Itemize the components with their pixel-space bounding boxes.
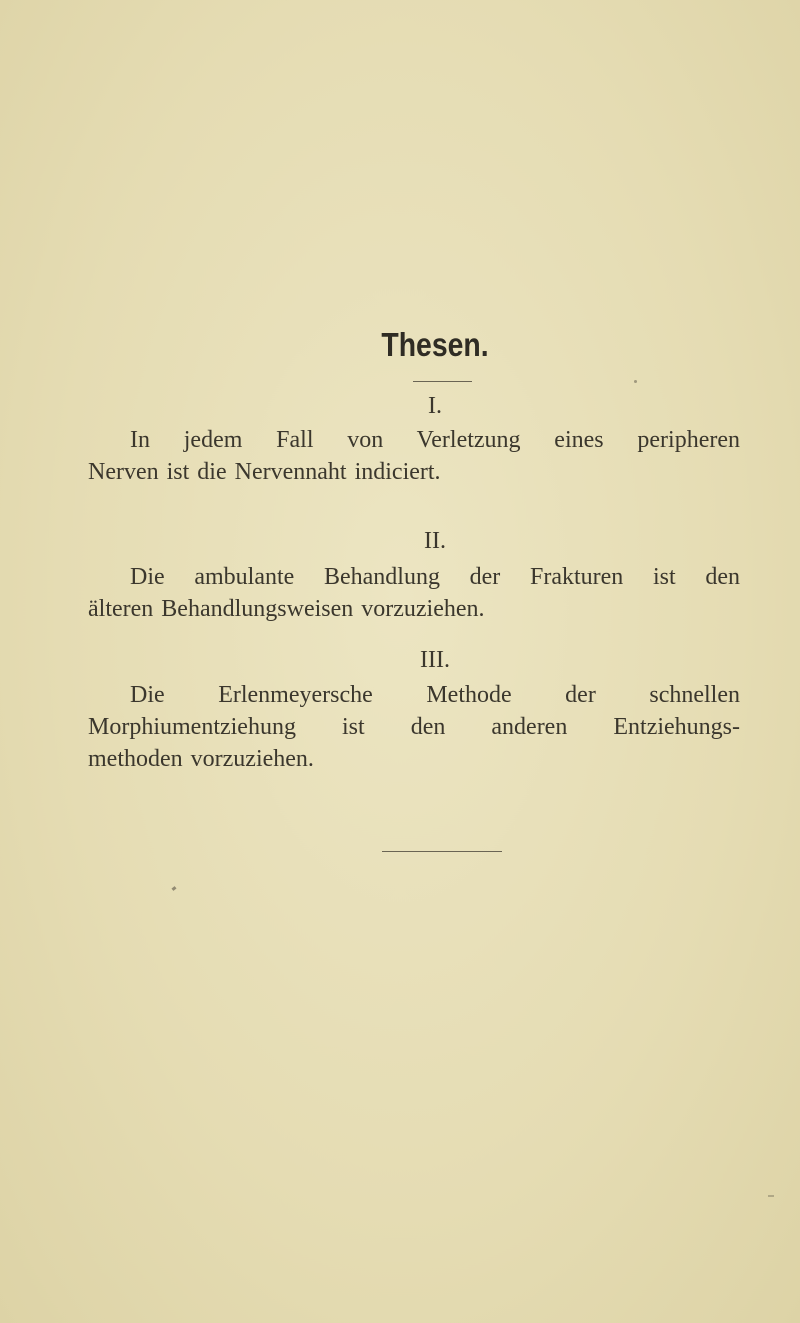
- thesis-3-text: [88, 679, 740, 775]
- scan-speck: [172, 886, 177, 891]
- thesis-3-line-3: methoden vorzuziehen.: [88, 746, 314, 772]
- scan-speck: [768, 1195, 774, 1197]
- page-title: Thesen.: [381, 326, 489, 363]
- scan-speck: [634, 380, 637, 383]
- thesis-2-line-1: Die ambulante Behandlung der Frakturen ist den: [130, 564, 740, 590]
- thesis-2-numeral: II.: [424, 528, 446, 554]
- thesis-1-line-2: Nerven ist die Nervennaht indiciert.: [88, 459, 441, 485]
- closing-divider: [382, 851, 502, 852]
- thesis-1-line-1: In jedem Fall von Verletzung eines peripheren: [130, 427, 740, 453]
- title-divider: [413, 381, 472, 382]
- thesis-3-line-2: Morphiumentziehung ist den anderen Entziehungs-: [88, 714, 740, 740]
- thesis-1-numeral: I.: [428, 393, 442, 419]
- thesis-3-line-1: Die Erlenmeyersche Methode der schnellen: [130, 682, 740, 708]
- thesis-3-numeral: III.: [420, 647, 450, 673]
- thesis-1-text: [88, 424, 740, 488]
- thesis-2-line-2: älteren Behandlungsweisen vorzuziehen.: [88, 596, 485, 622]
- thesis-2-text: [88, 561, 740, 625]
